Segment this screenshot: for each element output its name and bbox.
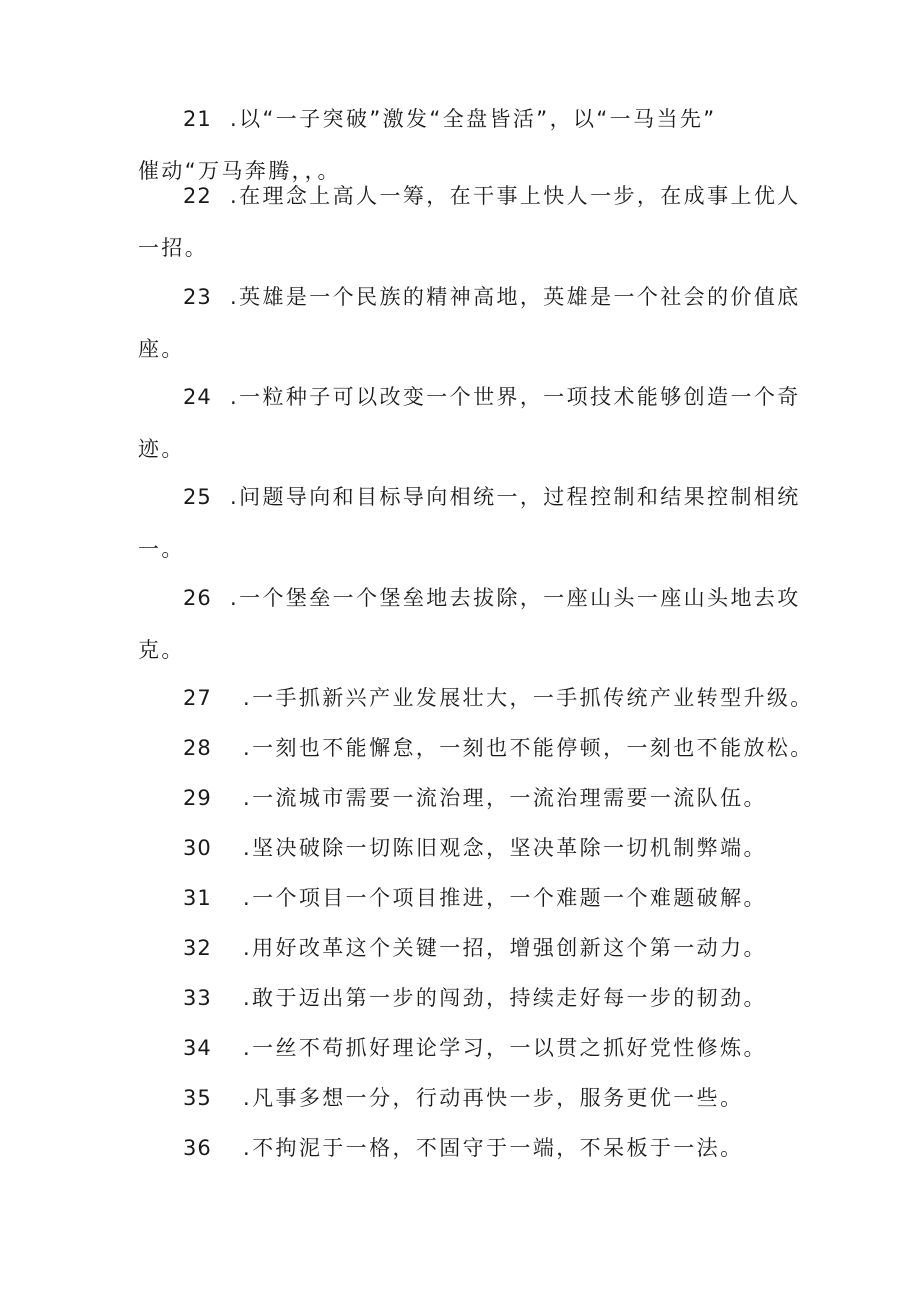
list-item-32 xyxy=(138,932,798,964)
item-number: 30 xyxy=(183,836,212,860)
item-text: .不拘泥于一格，不固守于一端，不呆板于一法。 xyxy=(243,1136,744,1160)
list-item-28 xyxy=(138,732,814,764)
list-item-34 xyxy=(138,1032,798,1064)
list-item-22 xyxy=(138,180,801,264)
list-item-36 xyxy=(138,1132,798,1164)
item-number: 25 xyxy=(183,485,212,509)
item-number: 32 xyxy=(183,936,212,960)
item-number: 35 xyxy=(183,1086,212,1110)
list-item-24 xyxy=(138,381,801,465)
item-text-line2: 催动“万马奔腾，，。 xyxy=(138,159,341,183)
item-number: 23 xyxy=(183,285,212,309)
list-item-33 xyxy=(138,982,798,1014)
item-text: .凡事多想一分，行动再快一步，服务更优一些。 xyxy=(243,1086,744,1110)
list-item-23 xyxy=(138,281,801,365)
item-text: .坚决破除一切陈旧观念，坚决革除一切机制弊端。 xyxy=(243,836,767,860)
item-text-line1: .问题导向和目标导向相统一，过程控制和结果控制相统 xyxy=(230,485,801,509)
item-text: .用好改革这个关键一招，增强创新这个第一动力。 xyxy=(243,936,767,960)
item-number: 26 xyxy=(183,586,212,610)
list-item-29 xyxy=(138,782,798,814)
item-number: 22 xyxy=(183,184,212,208)
item-text-line1: .一粒种子可以改变一个世界，一项技术能够创造一个奇 xyxy=(230,385,801,409)
list-item-31 xyxy=(138,882,798,914)
item-text-line1: .一个堡垒一个堡垒地去拔除，一座山头一座山头地去攻 xyxy=(230,586,801,610)
item-text-line1: .英雄是一个民族的精神高地，英雄是一个社会的价值底 xyxy=(230,285,801,309)
item-number: 36 xyxy=(183,1136,212,1160)
item-text-line2: 一。 xyxy=(138,537,185,561)
list-item-21 xyxy=(138,103,798,187)
item-number: 27 xyxy=(183,686,212,710)
item-text: .一个项目一个项目推进，一个难题一个难题破解。 xyxy=(243,886,767,910)
item-text: .一流城市需要一流治理，一流治理需要一流队伍。 xyxy=(243,786,767,810)
list-item-30 xyxy=(138,832,798,864)
item-number: 33 xyxy=(183,986,212,1010)
item-number: 28 xyxy=(183,736,212,760)
item-text: .一手抓新兴产业发展壮大，一手抓传统产业转型升级。 xyxy=(243,686,814,710)
item-number: 21 xyxy=(183,107,212,131)
list-item-25 xyxy=(138,481,801,565)
list-item-27 xyxy=(138,682,814,714)
item-number: 29 xyxy=(183,786,212,810)
item-text: .敢于迈出第一步的闯劲，持续走好每一步的韧劲。 xyxy=(243,986,767,1010)
item-number: 31 xyxy=(183,886,212,910)
item-text-line2: 克。 xyxy=(138,638,185,662)
item-text: .一丝不苟抓好理论学习，一以贯之抓好党性修炼。 xyxy=(243,1036,767,1060)
list-item-35 xyxy=(138,1082,798,1114)
item-text-line2: 迹。 xyxy=(138,437,185,461)
item-text-line1: .在理念上高人一筹，在干事上快人一步，在成事上优人 xyxy=(230,184,801,208)
item-number: 34 xyxy=(183,1036,212,1060)
item-text-line2: 一招。 xyxy=(138,236,209,260)
list-item-26 xyxy=(138,582,801,666)
item-number: 24 xyxy=(183,385,212,409)
item-text-line1: .以“一子突破”激发“全盘皆活”，以“一马当先” xyxy=(230,107,717,131)
item-text: .一刻也不能懈怠，一刻也不能停顿，一刻也不能放松。 xyxy=(243,736,814,760)
item-text-line2: 座。 xyxy=(138,337,185,361)
